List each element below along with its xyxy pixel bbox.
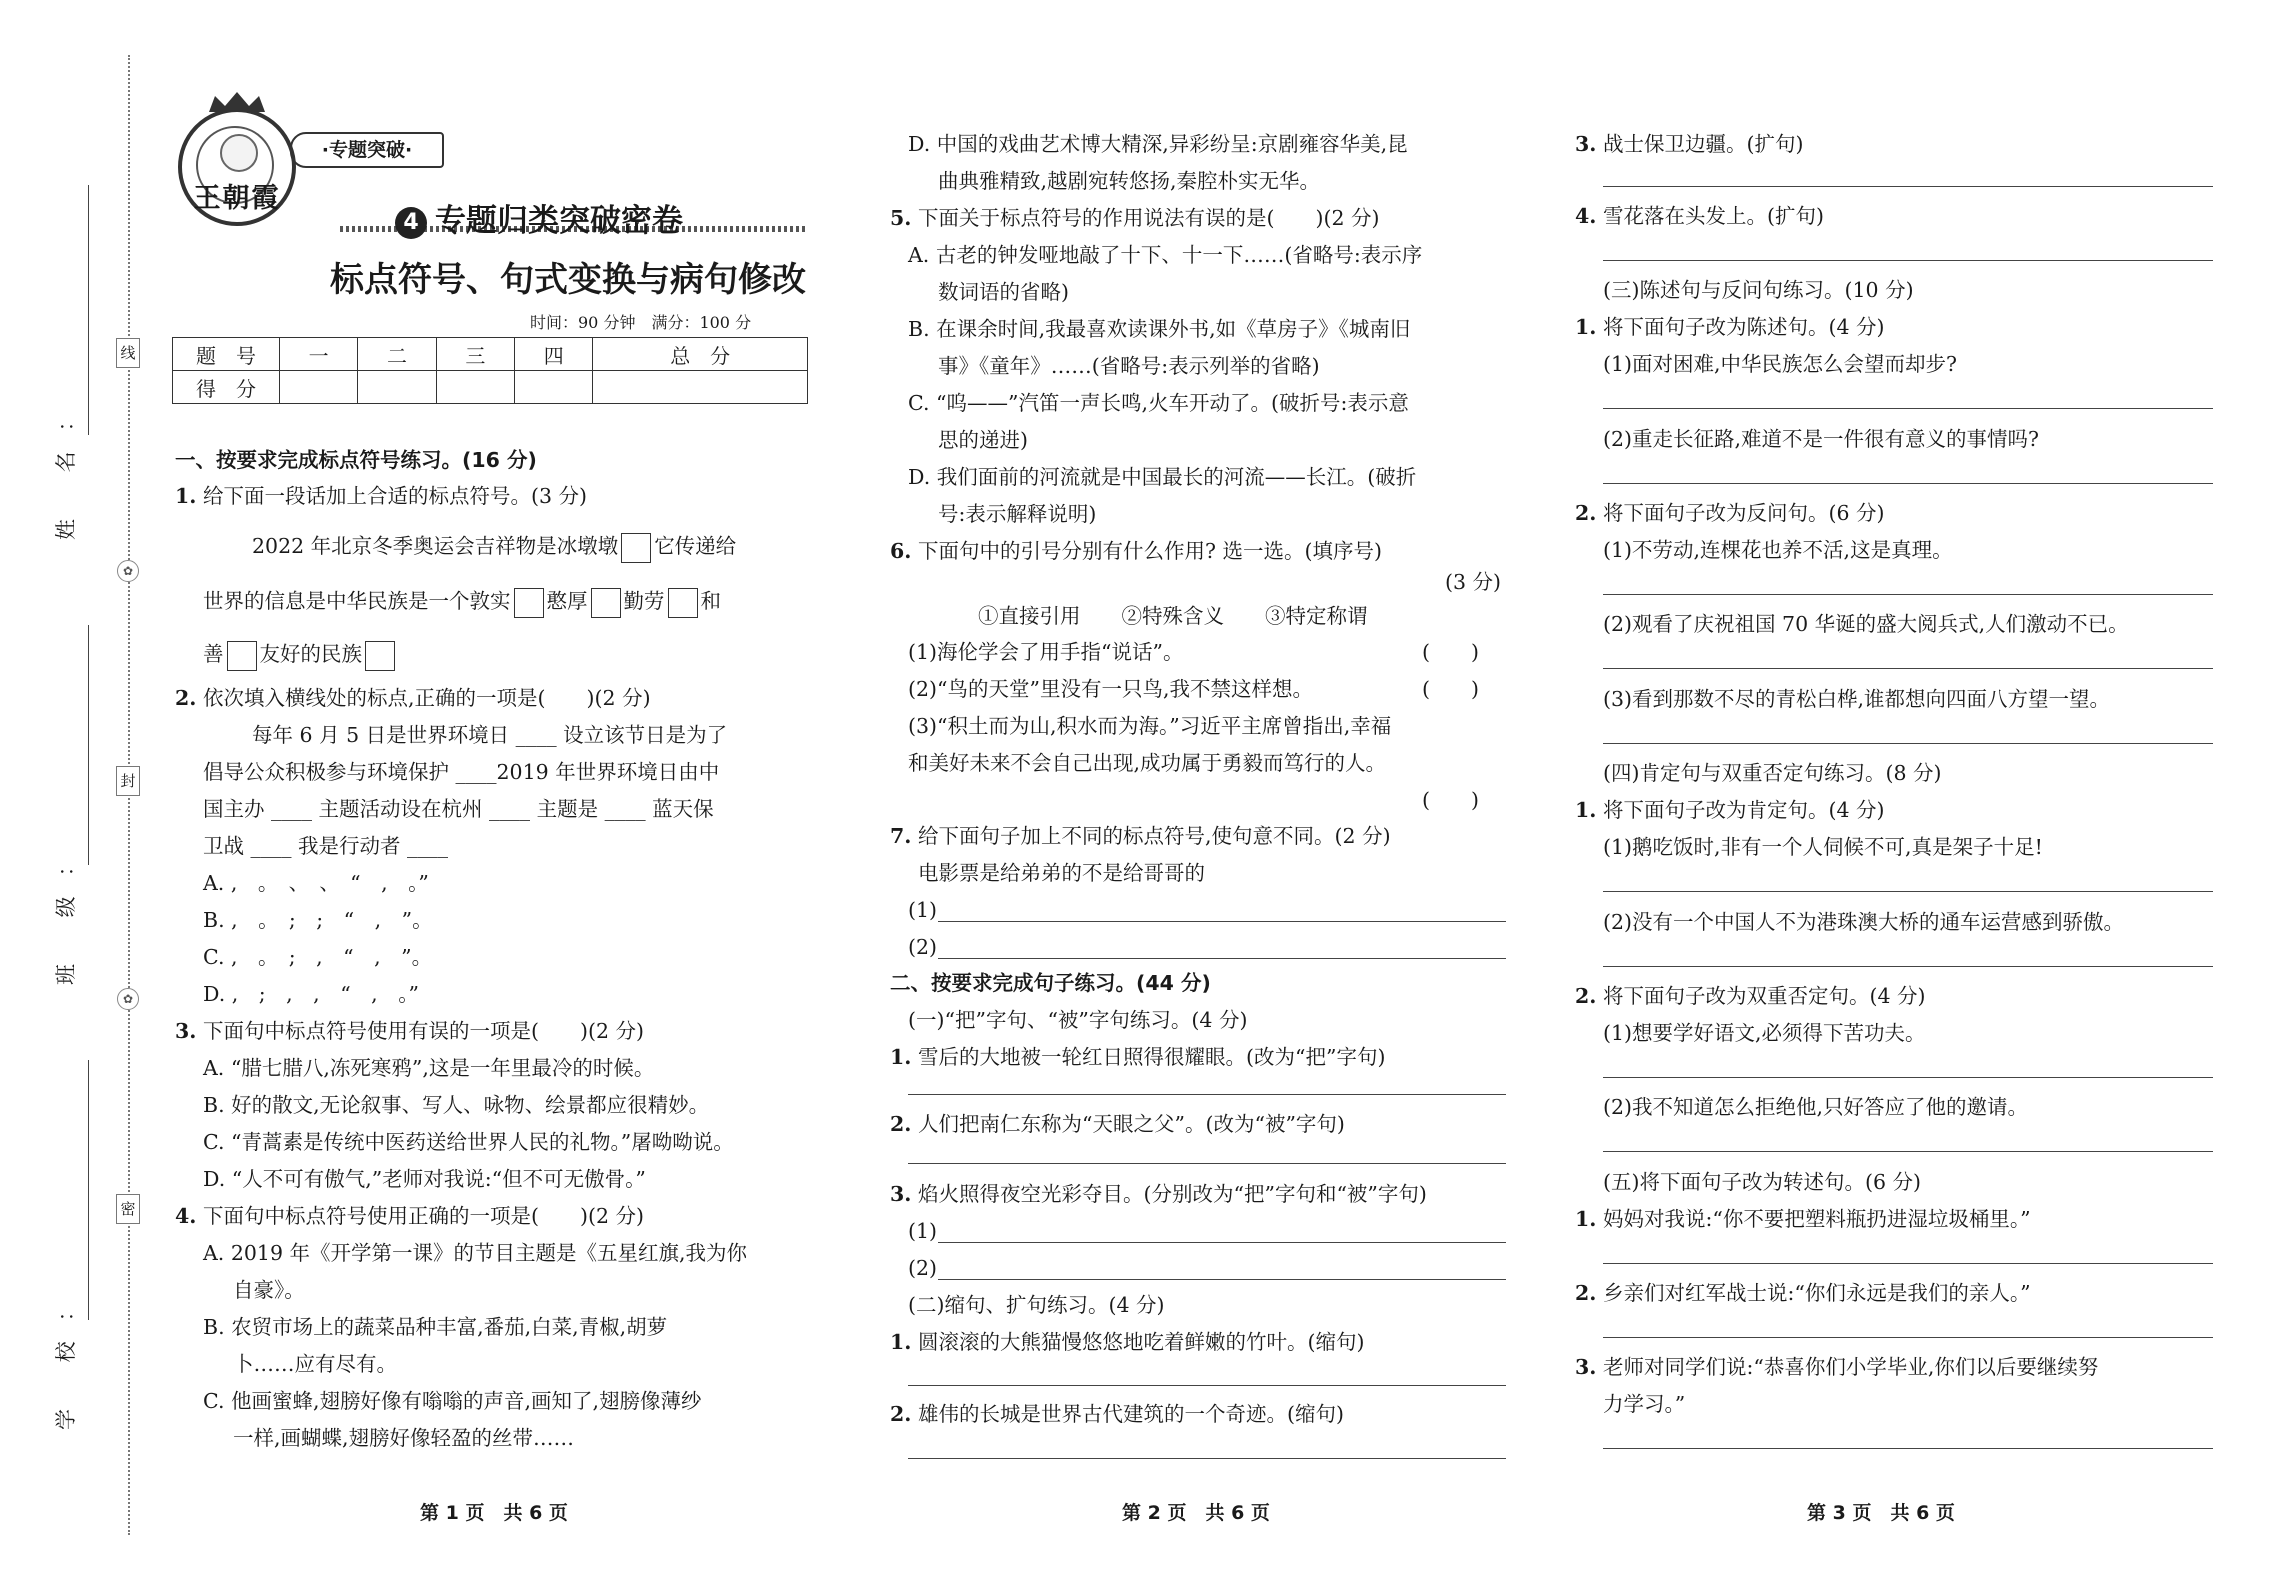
option-d[interactable]: D. 我们面前的河流就是中国最长的河流——长江。(破折 [908, 465, 1417, 489]
sub-section-heading: (一)“把”字句、“被”字句练习。(4 分) [908, 1008, 1248, 1032]
name-label: 姓 名： [54, 390, 78, 540]
answer-line[interactable] [1603, 1337, 2213, 1338]
question-text: 战士保卫边疆。(扩句) [1603, 132, 1804, 156]
sub-question: (3)看到那数不尽的青松白桦,谁都想向四面八方望一望。 [1603, 687, 2111, 711]
option-b[interactable]: B. 农贸市场上的蔬菜品种丰富,番茄,白菜,青椒,胡萝 [203, 1315, 668, 1339]
answer-line[interactable] [1603, 186, 2213, 187]
answer-box[interactable] [365, 641, 395, 671]
portrait-icon [220, 134, 258, 172]
question-number: 3. [890, 1182, 912, 1206]
answer-paren[interactable]: ( ) [1422, 640, 1479, 664]
answer-line[interactable] [1603, 1448, 2213, 1449]
question-number: 7. [890, 824, 912, 848]
question-number: 2. [175, 686, 197, 710]
question-text: 下面句中的引号分别有什么作用? 选一选。(填序号) [918, 539, 1383, 563]
answer-label: (2) [908, 935, 938, 959]
question-passage: 国主办 ____ 主题活动设在杭州 ____ 主题是 ____ 蓝天保 [203, 797, 714, 821]
question-text: 老师对同学们说:“恭喜你们小学毕业,你们以后要继续努 [1603, 1355, 2099, 1379]
sub-question: (1)鹅吃饭时,非有一个人伺候不可,真是架子十足! [1603, 835, 2043, 859]
score-table-row [173, 371, 808, 404]
question-text: 依次填入横线处的标点,正确的一项是( )(2 分) [203, 686, 651, 710]
answer-line[interactable] [1603, 966, 2213, 967]
passage-text: 世界的信息是中华民族是一个敦实 [203, 589, 511, 613]
answer-line[interactable] [1603, 743, 2213, 744]
paper-title-text: 专题归类突破密卷 [435, 203, 683, 239]
option-a[interactable]: A. 2019 年《开学第一课》的节目主题是《五星红旗,我为你 [203, 1241, 748, 1265]
score-input-cell[interactable] [280, 371, 358, 404]
answer-line[interactable] [938, 1242, 1506, 1243]
question-passage: 倡导公众积极参与环境保护 ____2019 年世界环境日由中 [203, 760, 720, 784]
option-b[interactable]: B. 好的散文,无论叙事、写人、咏物、绘景都应很精妙。 [203, 1093, 710, 1117]
option-b[interactable]: B. 在课余时间,我最喜欢读课外书,如《草房子》《城南旧 [908, 317, 1411, 341]
question-number: 2. [890, 1402, 912, 1426]
sub-section-heading: (五)将下面句子改为转述句。(6 分) [1603, 1170, 1922, 1194]
brand-logo [178, 108, 296, 226]
score-cell: 一 [280, 338, 358, 371]
sub-question: (1)想要学好语文,必须得下苦功夫。 [1603, 1021, 1926, 1045]
sub-section-heading: (三)陈述句与反问句练习。(10 分) [1603, 278, 1914, 302]
score-input-cell[interactable] [358, 371, 436, 404]
question-number: 4. [175, 1204, 197, 1228]
answer-options: ①直接引用 ②特殊含义 ③特定称谓 [978, 604, 1368, 628]
school-label: 学 校： [54, 1280, 78, 1430]
score-cell: 三 [436, 338, 514, 371]
question-number: 1. [890, 1330, 912, 1354]
option-d-cont: 曲典雅精致,越剧宛转悠扬,秦腔朴实无华。 [938, 169, 1321, 193]
option-a-cont: 自豪》。 [233, 1278, 305, 1302]
time-info: 时间：90 分钟 满分：100 分 [530, 313, 752, 332]
question-text: 给下面一段话加上合适的标点符号。(3 分) [203, 484, 588, 508]
option-d[interactable]: D. “人不可有傲气,”老师对我说:“但不可无傲骨。” [203, 1167, 646, 1191]
question-number: 1. [890, 1045, 912, 1069]
answer-box[interactable] [591, 588, 621, 618]
binding-ornament-icon: ✿ [117, 988, 139, 1010]
question-text: 将下面句子改为肯定句。(4 分) [1603, 798, 1885, 822]
name-input-line[interactable] [88, 185, 89, 435]
question-sentence: 电影票是给弟弟的不是给哥哥的 [918, 861, 1205, 885]
section-heading: 一、按要求完成标点符号练习。(16 分) [175, 448, 537, 472]
score-cell: 总 分 [593, 338, 808, 371]
question-text: 给下面句子加上不同的标点符号,使句意不同。(2 分) [918, 824, 1391, 848]
passage-text: 勤劳 [623, 589, 665, 613]
option-a[interactable]: A. 古老的钟发哑地敲了十下、十一下……(省略号:表示序 [908, 243, 1423, 267]
passage-text: 善 [203, 642, 224, 666]
option-c-cont: 一样,画蝴蝶,翅膀好像轻盈的丝带…… [233, 1426, 575, 1450]
score-cell: 得 分 [173, 371, 280, 404]
question-number: 3. [1575, 132, 1597, 156]
section-heading: 二、按要求完成句子练习。(44 分) [890, 971, 1211, 995]
topic-tag: ·专题突破· [290, 132, 444, 168]
class-input-line[interactable] [88, 625, 89, 865]
option-a[interactable]: A. “腊七腊八,冻死寒鸦”,这是一年里最冷的时候。 [203, 1056, 655, 1080]
answer-line[interactable] [938, 958, 1506, 959]
question-text: 雄伟的长城是世界古代建筑的一个奇迹。(缩句) [918, 1402, 1344, 1426]
answer-line[interactable] [908, 1458, 1506, 1459]
answer-label: (2) [908, 1256, 938, 1280]
paper-subtitle: 标点符号、句式变换与病句修改 [330, 260, 806, 300]
paper-title [395, 195, 683, 240]
question-text: 焰火照得夜空光彩夺目。(分别改为“把”字句和“被”字句) [918, 1182, 1427, 1206]
answer-line[interactable] [1603, 260, 2213, 261]
answer-line[interactable] [1603, 668, 2213, 669]
question-text: 将下面句子改为反问句。(6 分) [1603, 501, 1885, 525]
question-text: 乡亲们对红军战士说:“你们永远是我们的亲人。” [1603, 1281, 2031, 1305]
binding-mark-secret: 密 [116, 1194, 140, 1224]
answer-label: (1) [908, 898, 938, 922]
score-input-cell[interactable] [436, 371, 514, 404]
question-number: 2. [1575, 1281, 1597, 1305]
page-footer: 第 1 页 共 6 页 [420, 1502, 568, 1524]
option-a[interactable]: A. , 。 、 、 “ , 。” [203, 871, 429, 895]
crown-icon [207, 90, 267, 114]
answer-box[interactable] [227, 641, 257, 671]
binding-mark-line: 线 [116, 338, 140, 368]
page-footer: 第 3 页 共 6 页 [1807, 1502, 1955, 1524]
question-number: 3. [175, 1019, 197, 1043]
score-table-header [173, 338, 808, 371]
answer-line[interactable] [1603, 891, 2213, 892]
question-number: 1. [175, 484, 197, 508]
score-cell: 四 [515, 338, 593, 371]
sub-section-heading: (二)缩句、扩句练习。(4 分) [908, 1293, 1165, 1317]
binding-margin [0, 0, 150, 1582]
binding-mark-seal: 封 [116, 766, 140, 796]
passage-text: 2022 年北京冬季奥运会吉祥物是冰墩墩 [252, 534, 619, 558]
option-d-cont: 号:表示解释说明) [938, 502, 1097, 526]
option-d[interactable]: D. 中国的戏曲艺术博大精深,异彩纷呈:京剧雍容华美,昆 [908, 132, 1408, 156]
option-b-cont: 卜……应有尽有。 [233, 1352, 397, 1376]
sub-question: (1)不劳动,连棵花也养不活,这是真理。 [1603, 538, 1953, 562]
answer-line[interactable] [1603, 1077, 2213, 1078]
question-text-cont: 力学习。” [1603, 1392, 1686, 1416]
option-b-cont: 事》《童年》……(省略号:表示列举的省略) [938, 354, 1320, 378]
question-score: (3 分) [1445, 570, 1502, 594]
answer-box[interactable] [514, 588, 544, 618]
sub-section-heading: (四)肯定句与双重否定句练习。(8 分) [1603, 761, 1942, 785]
question-number: 2. [890, 1112, 912, 1136]
answer-box[interactable] [621, 533, 651, 563]
question-text: 人们把南仁东称为“天眼之父”。(改为“被”字句) [918, 1112, 1345, 1136]
question-number: 1. [1575, 798, 1597, 822]
question-passage [203, 640, 398, 671]
answer-line[interactable] [908, 1094, 1506, 1095]
question-text: 将下面句子改为陈述句。(4 分) [1603, 315, 1885, 339]
page-footer: 第 2 页 共 6 页 [1122, 1502, 1270, 1524]
question-number: 2. [1575, 984, 1597, 1008]
passage-text: 憨厚 [546, 589, 588, 613]
answer-line[interactable] [938, 1279, 1506, 1280]
answer-box[interactable] [668, 588, 698, 618]
question-passage [203, 587, 721, 618]
question-text: 将下面句子改为双重否定句。(4 分) [1603, 984, 1926, 1008]
question-passage: 每年 6 月 5 日是世界环境日 ____ 设立该节日是为了 [252, 723, 728, 747]
score-input-cell[interactable] [515, 371, 593, 404]
sub-question: (2)重走长征路,难道不是一件很有意义的事情吗? [1603, 427, 2040, 451]
score-table [172, 337, 808, 404]
sub-question: (1)面对困难,中华民族怎么会望而却步? [1603, 352, 1958, 376]
sub-question-cont: 和美好未来不会自己出现,成功属于勇毅而笃行的人。 [908, 751, 1387, 775]
score-cell: 题 号 [173, 338, 280, 371]
answer-paren[interactable]: ( ) [1422, 788, 1479, 812]
binding-ornament-icon: ✿ [117, 560, 139, 582]
answer-line[interactable] [1603, 1263, 2213, 1264]
option-c[interactable]: C. , 。 ; , “ , ”。 [203, 945, 433, 969]
answer-paren[interactable]: ( ) [1422, 677, 1479, 701]
question-number: 1. [1575, 315, 1597, 339]
question-text: 下面关于标点符号的作用说法有误的是( )(2 分) [918, 206, 1380, 230]
score-cell: 二 [358, 338, 436, 371]
answer-line[interactable] [1603, 483, 2213, 484]
question-number: 2. [1575, 501, 1597, 525]
answer-line[interactable] [908, 1163, 1506, 1164]
answer-line[interactable] [1603, 408, 2213, 409]
answer-label: (1) [908, 1219, 938, 1243]
answer-line[interactable] [908, 1385, 1506, 1386]
logo-text: 王朝霞 [193, 183, 281, 214]
question-number: 6. [890, 539, 912, 563]
question-text: 雪后的大地被一轮红日照得很耀眼。(改为“把”字句) [918, 1045, 1386, 1069]
sub-question: (2)观看了庆祝祖国 70 华诞的盛大阅兵式,人们激动不已。 [1603, 612, 2129, 636]
option-c[interactable]: C. “青蒿素是传统中医药送给世界人民的礼物。”屠呦呦说。 [203, 1130, 734, 1154]
question-number: 1. [1575, 1207, 1597, 1231]
score-input-cell[interactable] [593, 371, 808, 404]
question-text: 下面句中标点符号使用有误的一项是( )(2 分) [203, 1019, 645, 1043]
sub-question: (2)我不知道怎么拒绝他,只好答应了他的邀请。 [1603, 1095, 2029, 1119]
sub-question: (3)“积土而为山,积水而为海。”习近平主席曾指出,幸福 [908, 714, 1392, 738]
question-text: 下面句中标点符号使用正确的一项是( )(2 分) [203, 1204, 645, 1228]
passage-text: 和 [700, 589, 721, 613]
sub-question: (1)海伦学会了用手指“说话”。 [908, 640, 1184, 664]
question-number: 3. [1575, 1355, 1597, 1379]
option-b[interactable]: B. , 。 ; ; “ , ”。 [203, 908, 433, 932]
passage-text: 它传递给 [654, 534, 737, 558]
question-number: 4. [1575, 204, 1597, 228]
answer-line[interactable] [938, 921, 1506, 922]
answer-line[interactable] [1603, 594, 2213, 595]
question-passage: 卫战 ____ 我是行动者 ____ [203, 834, 449, 858]
option-c-cont: 思的递进) [938, 428, 1028, 452]
paper-number: 4 [395, 207, 427, 239]
question-passage [252, 532, 736, 563]
question-text: 圆滚滚的大熊猫慢悠悠地吃着鲜嫩的竹叶。(缩句) [918, 1330, 1365, 1354]
question-number: 5. [890, 206, 912, 230]
option-c[interactable]: C. “呜——”汽笛一声长鸣,火车开动了。(破折号:表示意 [908, 391, 1409, 415]
school-input-line[interactable] [88, 1060, 89, 1320]
question-text: 雪花落在头发上。(扩句) [1603, 204, 1824, 228]
option-d[interactable]: D. , ; , , “ , 。” [203, 982, 419, 1006]
option-a-cont: 数词语的省略) [938, 280, 1069, 304]
passage-text: 友好的民族 [259, 642, 362, 666]
option-c[interactable]: C. 他画蜜蜂,翅膀好像有嗡嗡的声音,画知了,翅膀像薄纱 [203, 1389, 702, 1413]
question-text: 妈妈对我说:“你不要把塑料瓶扔进湿垃圾桶里。” [1603, 1207, 2031, 1231]
sub-question: (2)没有一个中国人不为港珠澳大桥的通车运营感到骄傲。 [1603, 910, 2125, 934]
sub-question: (2)“鸟的天堂”里没有一只鸟,我不禁这样想。 [908, 677, 1314, 701]
answer-line[interactable] [1603, 1151, 2213, 1152]
class-label: 班 级： [54, 835, 78, 985]
